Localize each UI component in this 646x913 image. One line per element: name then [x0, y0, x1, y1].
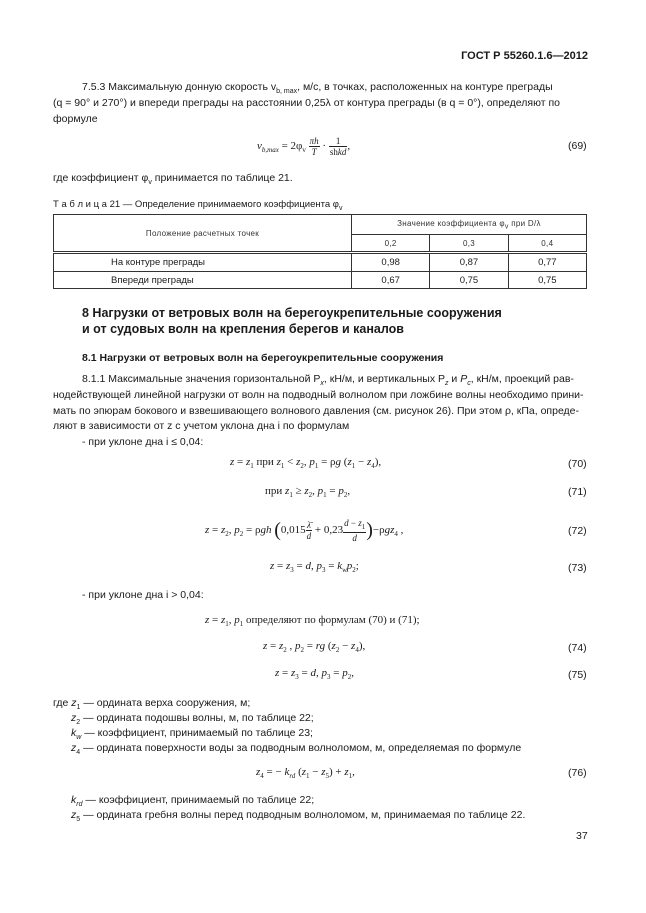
equation-number-73: (73) — [568, 562, 587, 574]
para-811-line2: нодействующей линейной нагрузки от волн на подводный волнолом при ложбине волны необходимо прини- — [53, 389, 584, 401]
equation-71: при $z_1 \ge z_2$, $p_1 = p_2$, — [265, 485, 351, 500]
equation-number-75: (75) — [568, 669, 587, 681]
equation-69: $v_{b,max} = 2\varphi_v$ $\frac{\pi h}{T}$ · $\frac{1}{\text{shkd}}$ , — [257, 136, 351, 157]
para-753-sub: b, max — [276, 88, 298, 96]
table-row-label: Впереди преграды — [54, 272, 352, 289]
table-col-header: 0,4 — [508, 235, 586, 253]
where-69 — [53, 172, 293, 186]
where-z5: $z_5$ — ордината гребня волны перед подводным волноломом, м, принимаемая по таблице 22. — [71, 809, 526, 824]
equation-number-76: (76) — [568, 767, 587, 779]
case-2: - при уклоне дна i > 0,04: — [82, 589, 204, 601]
table-cell: 0,75 — [508, 272, 586, 289]
table-col-header: 0,2 — [352, 235, 430, 253]
where-69-sub: v — [148, 179, 152, 187]
para-811-line4: ляют в зависимости от z с учетом уклона дна i по формулам — [53, 420, 350, 432]
where-z1-text: — ордината верха сооружения, м; — [83, 697, 251, 709]
where-69-rest: принимается по таблице 21. — [151, 172, 293, 184]
para-811-text-c: , кН/м, проекций рав- — [470, 373, 574, 385]
table-caption-sub: v — [338, 204, 343, 212]
equation-70: $z = z_1$ при $z_1 < z_2$, $p_1 = \rho g$ $(z_1 - z_4)$, — [230, 456, 382, 471]
doc-header: ГОСТ Р 55260.1.6—2012 — [461, 50, 588, 62]
table-row — [54, 253, 587, 272]
where-z1: где $z_1$ — ордината верха сооружения, м; — [53, 697, 251, 712]
table-cell: 0,87 — [430, 253, 508, 272]
equation-72: $z = z_2$, $p_2 = \rho gh$ (0,015 $\frac{\lambdā}{d}$ + 0,23 $\frac{d - z_1}{d}$ )−ρgz$_4$ , — [205, 518, 404, 543]
table-cell: 0,67 — [352, 272, 430, 289]
table-group-header-sub: v — [504, 223, 509, 231]
equation-76: $z_4$ = − $k_{rd}$ $(z_1 - z_5) + z_1$, — [256, 766, 355, 781]
where-69-text: где коэффициент φ — [53, 172, 149, 184]
equation-number-74: (74) — [568, 642, 587, 654]
para-811-text-b: , кН/м, и вертикальных P — [323, 373, 446, 385]
section-8-title-line1: 8 Нагрузки от ветровых волн на берегоукрепительные сооружения — [82, 306, 502, 320]
equation-number-70: (70) — [568, 458, 587, 470]
para-811-text-a: 8.1.1 Максимальные значения горизонтальной P — [82, 373, 321, 385]
equation-74: $z = z_2$ , $p_2$ = rg $(z_2 - z_4)$, — [263, 640, 366, 655]
equation-75: $z = z_3 = d$, $p_3 = p_2$, — [275, 667, 354, 682]
section-8-title-line2: и от судовых волн на крепления берегов и каналов — [82, 322, 404, 336]
table-col-position-header: Положение расчетных точек — [54, 215, 352, 253]
equation-number-71: (71) — [568, 486, 587, 498]
para-753-line3: формуле — [53, 113, 98, 125]
equation-number-69: (69) — [568, 140, 587, 152]
where-z4-text: — ордината поверхности воды за подводным волноломом, м, определяемая по формуле — [83, 742, 522, 754]
where-z5-text: — ордината гребня волны перед подводным волноломом, м, принимаемая по таблице 22. — [83, 809, 526, 821]
table-cell: 0,98 — [352, 253, 430, 272]
where-krd: $k_{rd}$ — коэффициент, принимаемый по таблице 22; — [71, 794, 315, 809]
table-group-header-rest: при D/λ — [508, 218, 541, 228]
para-753-text: 7.5.3 Максимальную донную скорость v — [82, 81, 277, 93]
where-kw-text: — коэффициент, принимаемый по таблице 23; — [84, 727, 313, 739]
table-group-header-text: Значение коэффициента φ — [397, 218, 505, 228]
table-col-header: 0,3 — [430, 235, 508, 253]
para-811-line1: 8.1.1 Максимальные значения горизонтальной $P_x$, кН/м, и вертикальных $P_z$ и $P_c$, кН/м, проекций рав- — [82, 373, 574, 388]
table-row-label: На контуре преграды — [54, 253, 352, 272]
para-753-rest: , м/с, в точках, расположенных на контуре преграды — [297, 81, 553, 93]
table-cell: 0,77 — [508, 253, 586, 272]
table-cell: 0,75 — [430, 272, 508, 289]
where-krd-text: — коэффициент, принимаемый по таблице 22; — [85, 794, 315, 806]
table-row — [54, 272, 587, 289]
para-811-line3: мать по эпюрам бокового и взвешивающего волнового давления (см. рисунок 26). При этом ρ, кПа, опреде- — [53, 405, 580, 417]
section-81-title: 8.1 Нагрузки от ветровых волн на берегоукрепительные сооружения — [82, 352, 444, 364]
para-753-line2: (q = 90° и 270°) и впереди преграды на расстоянии 0,25λ от контура преграды (в q = 0°), определяют по — [53, 97, 560, 109]
table-21-caption — [53, 199, 342, 212]
where-z4: $z_4$ — ордината поверхности воды за подводным волноломом, м, определяемая по формуле — [71, 742, 522, 757]
where-z2-text: — ордината подошвы волны, м, по таблице 22; — [83, 712, 314, 724]
table-col-group-header — [352, 215, 587, 235]
where-z2: $z_2$ — ордината подошвы волны, м, по таблице 22; — [71, 712, 314, 727]
equation-z1-ref: $z = z_1$, $p_1$ определяют по формулам (70) и (71); — [205, 614, 420, 629]
equation-73: $z = z_3 = d$, $p_3 = k_wp_2$; — [270, 560, 359, 575]
page-number: 37 — [576, 830, 588, 842]
where-kw: $k_w$ — коэффициент, принимаемый по таблице 23; — [71, 727, 313, 742]
table-21 — [53, 214, 587, 289]
para-753-line1 — [82, 81, 553, 95]
table-caption-text: Т а б л и ц а 21 — Определение принимаемого коэффициента φ — [53, 199, 339, 210]
equation-number-72: (72) — [568, 525, 587, 537]
case-1: - при уклоне дна i ≤ 0,04: — [82, 436, 204, 448]
